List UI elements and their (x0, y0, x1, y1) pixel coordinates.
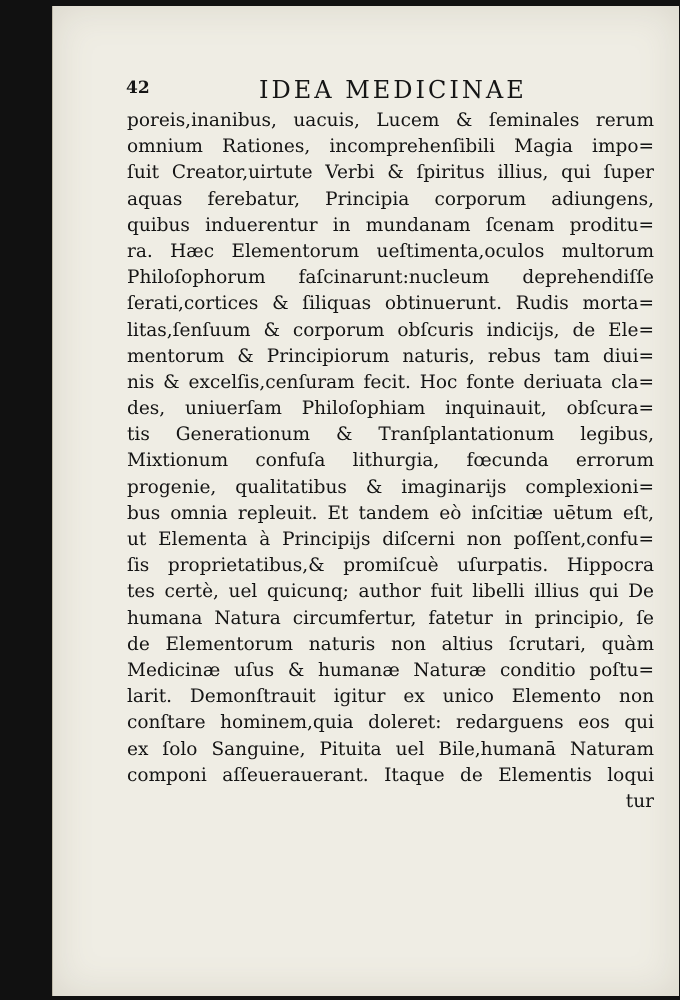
text-line: ex ſolo Sanguine, Pituita uel Bile,humanā Naturam (127, 738, 654, 760)
text-line: poreis,inanibus, uacuis, Lucem & ſeminales rerum (127, 110, 654, 131)
text-line: Philoſophorum faſcinarunt:nucleum deprehendiſſe (127, 267, 654, 289)
text-line: ſerati,cortices & ſiliquas obtinuerunt. Rudis morta= (127, 293, 654, 315)
text-line: humana Natura circumfertur, fatetur in principio, ſe (127, 607, 654, 629)
text-line: progenie, qualitatibus & imaginarijs complexioni= (127, 476, 654, 498)
page-number: 42 (126, 78, 150, 98)
text-line: tes certè, uel quicunq; author fuit libelli illius qui De (127, 581, 654, 603)
text-line: ra. Hæc Elementorum ueſtimenta,oculos multorum (127, 240, 654, 262)
text-line: de Elementorum naturis non altius ſcrutari, quàm (127, 633, 654, 655)
text-line: des, uniuerſam Philoſophiam inquinauit, obſcura= (127, 398, 654, 420)
text-line: bus omnia repleuit. Et tandem eò inſcitiæ uētum eſt, (127, 502, 654, 524)
body-text (127, 108, 654, 815)
text-line: litas,ſenſuum & corporum obſcuris indicijs, de Ele= (127, 319, 654, 341)
text-line: ſis proprietatibus,& promiſcuè uſurpatis. Hippocra (127, 555, 654, 577)
page-header (126, 76, 656, 108)
text-line: omnium Rationes, incomprehenſibili Magia impo= (127, 136, 654, 158)
text-line: tis Generationum & Tranſplantationum legibus, (127, 424, 654, 446)
text-line: ut Elementa à Principijs diſcerni non poſſent,confu= (127, 529, 654, 550)
text-line: nis & excelſis,cenſuram fecit. Hoc fonte deriuata cla= (127, 371, 654, 393)
text-line: componi aſſeuerauerant. Itaque de Elementis loqui (127, 764, 654, 786)
text-line: conſtare hominem,quia doleret: redarguens eos qui (127, 712, 654, 734)
text-line: mentorum & Principiorum naturis, rebus tam diui= (127, 345, 654, 367)
text-line: Medicinæ uſus & humanæ Naturæ conditio poſtu= (127, 659, 654, 681)
text-line: ſuit Creator,uirtute Verbi & ſpiritus illius, qui ſuper (127, 162, 654, 184)
text-line: quibus induerentur in mundanam ſcenam proditu= (127, 214, 654, 236)
text-line: aquas ferebatur, Principia corporum adiungens, (127, 188, 654, 210)
catchword: tur (625, 790, 654, 812)
text-line: larit. Demonſtrauit igitur ex unico Elemento non (127, 686, 654, 708)
text-line: Mixtionum confuſa lithurgia, fœcunda errorum (127, 450, 654, 472)
running-title: IDEA MEDICINAE (259, 76, 527, 104)
